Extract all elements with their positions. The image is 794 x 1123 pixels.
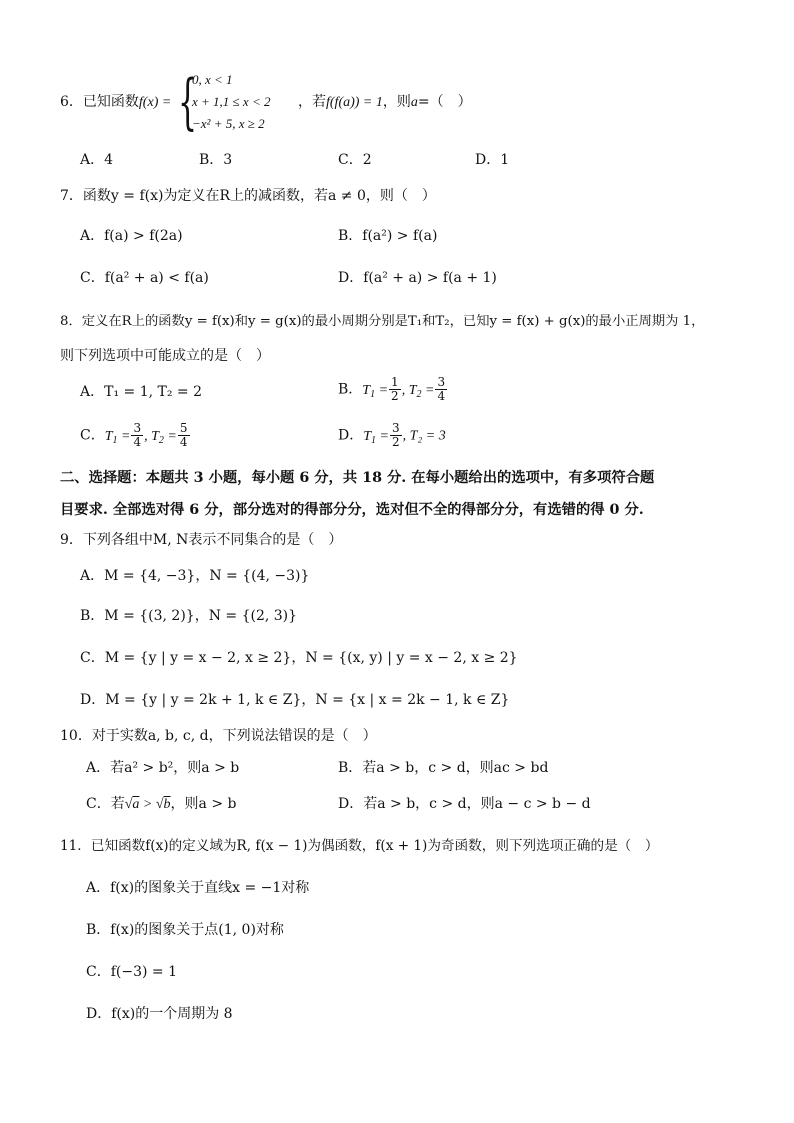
q6-piece-2: x + 1,1 ≤ x < 2 — [192, 94, 271, 109]
q9-stem: 9．下列各组中M, N表示不同集合的是（ ） — [60, 532, 343, 548]
q7-option-b: B．f(a²) > f(a) — [338, 228, 438, 244]
q8-option-d — [338, 422, 446, 451]
q6-stem-b: ，若 — [298, 94, 326, 110]
q11-option-d: D．f(x)的一个周期为 8 — [86, 1006, 233, 1022]
q8-c-t1: $T_1$ = — [104, 428, 131, 446]
q6-a: a — [410, 95, 418, 110]
q10-stem: 10．对于实数a, b, c, d，下列说法错误的是（ ） — [60, 728, 377, 744]
section2-line1: 二、选择题：本题共 3 小题，每小题 6 分，共 18 分. 在每小题给出的选项中，有多项符合题 — [60, 470, 655, 486]
q11-option-c: C．f(−3) = 1 — [86, 964, 177, 980]
q9-option-c: C．M = {y | y = x − 2, x ≥ 2}，N = {(x, y) | y = x − 2, x ≥ 2} — [80, 650, 518, 666]
q8-c-frac2: $\frac{5}{4}$ — [179, 421, 188, 449]
q10-option-d: D．若a > b，c > d，则a − c > b − d — [338, 796, 591, 812]
q10-option-c-b: ，则a > b — [170, 796, 237, 812]
q8-b-frac2: $\frac{3}{4}$ — [437, 375, 446, 403]
q8-c-frac1: $\frac{3}{4}$ — [133, 421, 142, 449]
q7-option-a: A．f(a) > f(2a) — [80, 228, 183, 244]
q8-stem-line2: 则下列选项中可能成立的是（ ） — [60, 348, 270, 364]
q8-b-t1: $T_1$ = — [362, 382, 389, 400]
q7-stem: 7．函数y = f(x)为定义在R上的减函数，若a ≠ 0，则（ ） — [60, 188, 436, 204]
q6-brace: { — [178, 67, 198, 137]
q9-option-a: A．M = {4, −3}，N = {(4, −3)} — [80, 568, 310, 584]
q6-option-d: D．1 — [475, 152, 510, 168]
q8-b-frac1: $\frac{1}{2}$ — [391, 375, 399, 403]
q7-option-c: C．f(a² + a) < f(a) — [80, 270, 209, 286]
section2-line2: 目要求. 全部选对得 6 分，部分选对的得部分分，选对但不全的得部分分，有选错的得 0 分. — [60, 502, 644, 518]
q6-stem — [60, 92, 171, 113]
q8-option-a: A．T₁ = 1, T₂ = 2 — [80, 384, 202, 400]
q8-stem-line1: 8．定义在R上的函数y = f(x)和y = g(x)的最小周期分别是T₁和T₂，已知y = f(x) + g(x)的最小正周期为 1， — [60, 314, 705, 329]
q11-option-b: B．f(x)的图象关于点(1, 0)对称 — [86, 922, 284, 938]
q8-c-t2: , $T_2$ = — [144, 428, 177, 446]
q6-stem-a: 6．已知函数 — [60, 94, 139, 110]
q7-option-d: D．f(a² + a) > f(a + 1) — [338, 270, 497, 286]
q6-ffa: f(f(a)) = 1 — [326, 95, 383, 110]
q6-piece-3: −x² + 5, x ≥ 2 — [192, 116, 265, 131]
q6-option-a: A．4 — [80, 152, 114, 168]
q6-stem-d: =（ ） — [417, 94, 472, 110]
q9-option-b: B．M = {(3, 2)}，N = {(2, 3)} — [80, 608, 298, 624]
q10-sqrt-expr: √a > √b — [124, 797, 171, 812]
q8-option-d-label: D． — [338, 427, 364, 444]
q6-option-b: B．3 — [199, 152, 233, 168]
q9-option-d: D．M = {y | y = 2k + 1, k ∈ Z}，N = {x | x = 2k − 1, k ∈ Z} — [80, 692, 510, 708]
q10-option-a: A．若a² > b²，则a > b — [86, 760, 240, 776]
q8-option-c-label: C． — [80, 427, 105, 444]
q10-option-b: B．若a > b，c > d，则ac > bd — [338, 760, 549, 776]
q10-option-c-a: C．若 — [86, 796, 125, 812]
q6-stem-c: ，则 — [382, 94, 411, 110]
q8-d-frac1: $\frac{3}{2}$ — [391, 421, 400, 449]
q8-d-tail: , T₂ = 3 — [402, 428, 446, 444]
q8-option-c — [80, 422, 191, 451]
q8-b-t2: , $T_2$ = — [401, 382, 435, 400]
q6-fx: f(x) = — [138, 95, 172, 110]
q8-option-b-label: B． — [338, 381, 363, 398]
q6-option-c: C．2 — [338, 152, 372, 168]
q6-piece-1: 0, x < 1 — [192, 72, 233, 87]
q10-option-c — [86, 794, 237, 815]
q11-stem: 11．已知函数f(x)的定义域为R, f(x − 1)为偶函数，f(x + 1)为奇函数，则下列选项正确的是（ ） — [60, 838, 659, 854]
q8-option-b — [338, 376, 448, 405]
q6-stem-tail — [298, 92, 472, 113]
q8-d-t1: $T_1$ = — [363, 428, 389, 446]
q11-option-a: A．f(x)的图象关于直线x = −1对称 — [86, 880, 310, 896]
